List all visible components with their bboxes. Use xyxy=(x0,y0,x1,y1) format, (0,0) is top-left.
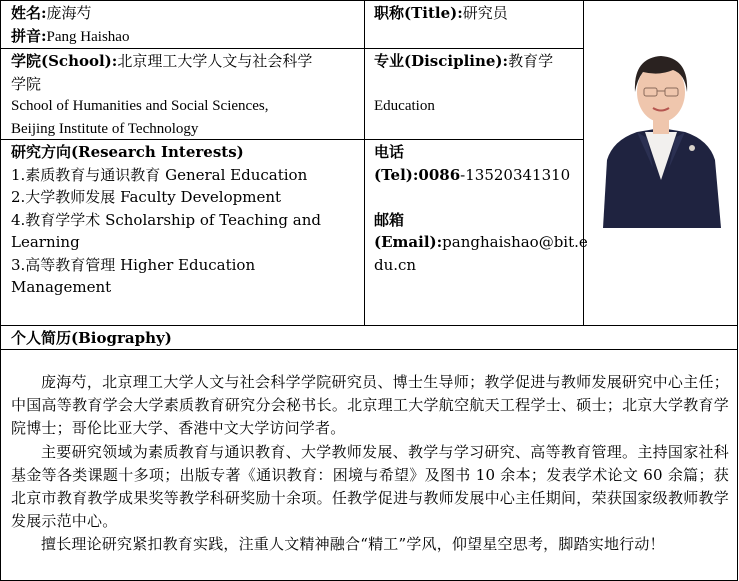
email-value-2: du.cn xyxy=(374,255,417,274)
title-value: 研究员 xyxy=(462,4,508,22)
name-label: 姓名: xyxy=(11,4,47,22)
biography-cell xyxy=(0,350,738,581)
photo-cell xyxy=(584,0,738,326)
title-cell xyxy=(365,0,584,49)
research-line: Learning xyxy=(11,233,80,251)
phone-value-prefix: 0086 xyxy=(418,165,461,184)
biography-paragraph: 主要研究领域为素质教育与通识教育、大学教师发展、教学与学习研究、高等教育管理。主持国家社科基金等各类课题十多项；出版专著《通识教育：困境与希望》及图书 10 余本；发表学术论文 60 余篇；获北京市教育教学成果奖等教学科研奖励十余项。任教学促进与教师发展中心主任期间，荣获国家级教师教学发展示范中心。 xyxy=(11,442,729,531)
pinyin-row xyxy=(11,25,364,49)
research-cell xyxy=(0,140,365,326)
name-row xyxy=(11,2,364,25)
title-row xyxy=(374,2,583,25)
research-line: 2.大学教师发展 Faculty Development xyxy=(11,188,282,206)
discipline-row xyxy=(374,50,583,73)
school-value-cn-2: 学院 xyxy=(11,74,42,93)
name-cell xyxy=(0,0,365,49)
research-line: Management xyxy=(11,278,112,296)
pinyin-label: 拼音: xyxy=(11,26,47,45)
discipline-cell xyxy=(365,49,584,140)
contact-cell xyxy=(365,140,588,326)
email-value-1: panghaishao@bit.e xyxy=(442,233,588,251)
research-line: 1.素质教育与通识教育 General Education xyxy=(11,165,308,184)
biography-paragraph: 庞海芍，北京理工大学人文与社会科学学院研究员、博士生导师；教学促进与教师发展研究中心主任；中国高等教育学会大学素质教育研究分会秘书长。北京理工大学航空航天工程学士、硕士；北京大学教育学院博士；哥伦比亚大学、香港中文大学访问学者。 xyxy=(11,373,729,438)
biography-paragraph: 擅长理论研究紧扣教育实践，注重人文精神融合“精工”学风，仰望星空思考，脚踏实地行动！ xyxy=(41,535,665,554)
email-label-cn: 邮箱 xyxy=(374,210,405,229)
phone-label-en: (Tel): xyxy=(374,165,419,184)
pinyin-value: Pang Haishao xyxy=(46,28,130,45)
research-line: 3.高等教育管理 Higher Education xyxy=(11,255,256,274)
discipline-value-cn: 教育学 xyxy=(508,52,554,70)
research-label: 研究方向(Research Interests) xyxy=(11,143,244,161)
portrait-photo xyxy=(589,40,733,228)
school-row xyxy=(11,50,364,73)
school-cell xyxy=(0,49,365,140)
phone-row xyxy=(374,164,583,187)
discipline-label: 专业(Discipline): xyxy=(374,52,509,70)
discipline-value-en: Education xyxy=(374,98,435,114)
phone-label-cn: 电话 xyxy=(374,143,405,161)
email-row xyxy=(374,231,588,254)
school-value-en-1: School of Humanities and Social Sciences, xyxy=(11,98,269,114)
school-label: 学院(School): xyxy=(11,52,118,70)
research-line: 4.教育学学术 Scholarship of Teaching and xyxy=(11,210,321,229)
biography-heading-cell xyxy=(0,326,738,350)
school-value-en-2: Beijing Institute of Technology xyxy=(11,120,199,137)
name-value: 庞海芍 xyxy=(46,4,92,22)
school-value-cn-1: 北京理工大学人文与社会科学 xyxy=(117,52,313,70)
biography-heading: 个人简历(Biography) xyxy=(11,329,172,347)
phone-value: -13520341310 xyxy=(460,165,571,184)
title-label: 职称(Title): xyxy=(374,4,463,22)
email-label-en: (Email): xyxy=(374,233,443,251)
